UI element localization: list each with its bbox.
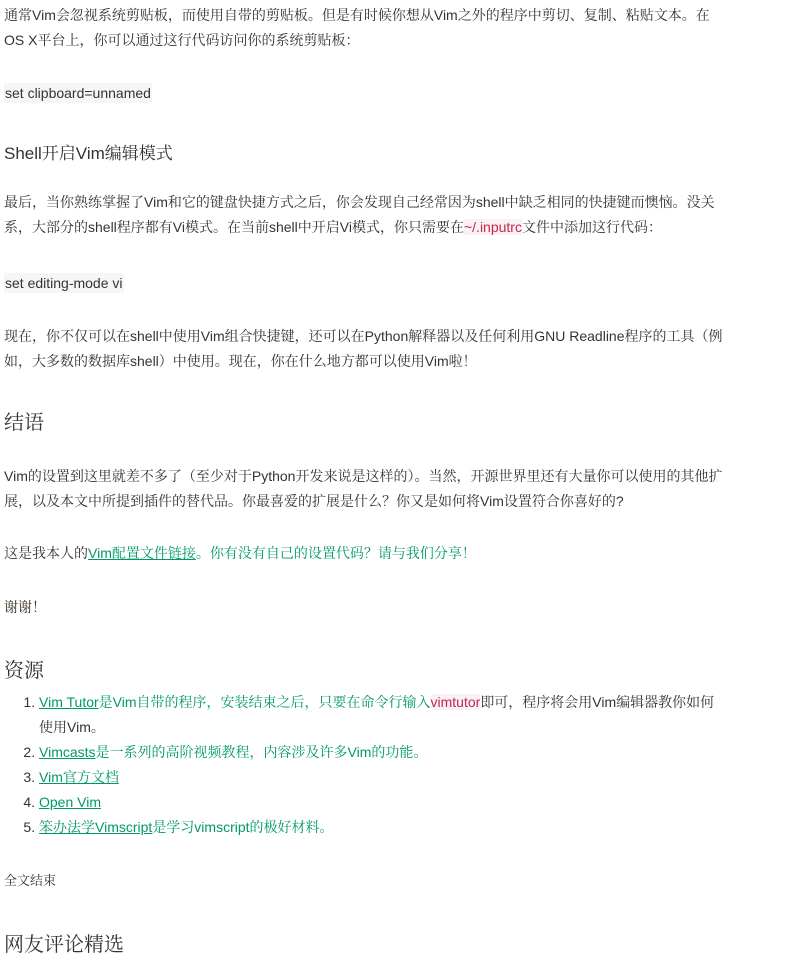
- paragraph-shell: [4, 190, 724, 240]
- list-item: [39, 790, 724, 815]
- heading-comments: 网友评论精选: [4, 934, 124, 956]
- code-block: [4, 271, 724, 296]
- code-clipboard: set clipboard=unnamed: [5, 85, 151, 101]
- paragraph-config: [4, 541, 724, 566]
- vim-tutor-link[interactable]: Vim Tutor: [39, 694, 99, 710]
- list-item: [39, 740, 724, 765]
- text: 是学习vimscript的极好材料。: [152, 819, 334, 835]
- vim-config-link[interactable]: Vim配置文件链接: [88, 545, 196, 561]
- inline-code-vimtutor: vimtutor: [430, 694, 481, 710]
- thanks-text: 谢谢！: [4, 599, 46, 615]
- code-block: [4, 81, 724, 106]
- vim-docs-link[interactable]: Vim官方文档: [39, 769, 119, 785]
- paragraph-conclusion: Vim的设置到这里就差不多了（至少对于Python开发来说是这样的）。当然，开源世界里还有大量你可以使用的其他扩展，以及本文中所提到插件的替代品。你最喜爱的扩展是什么？你又是如何将Vim设置符合你喜好的?: [4, 468, 723, 509]
- heading-conclusion: 结语: [4, 412, 44, 434]
- end-text: 全文结束: [4, 873, 57, 888]
- open-vim-link[interactable]: Open Vim: [39, 794, 101, 810]
- code-editing-mode: set editing-mode vi: [5, 275, 123, 291]
- vimcasts-link[interactable]: Vimcasts: [39, 744, 96, 760]
- list-item: [39, 765, 724, 790]
- inline-code-inputrc: ~/.inputrc: [463, 219, 522, 235]
- text: 最后，当你熟练掌握了Vim和它的键盘快捷方式之后，你会发现自己经常因为shell中缺乏相同的快捷键而懊恼。没关系，大部分的shell程序都有Vi模式。在当前shell中开启Vi模式，你只需要在: [4, 194, 715, 235]
- list-item: [39, 690, 724, 740]
- heading-shell: Shell开启Vim编辑模式: [4, 144, 173, 163]
- heading-resources: 资源: [4, 660, 44, 682]
- resource-list: [0, 690, 724, 840]
- text: 文件中添加这行代码：: [521, 219, 662, 235]
- paragraph-clipboard: 通常Vim会忽视系统剪贴板，而使用自带的剪贴板。但是有时候你想从Vim之外的程序中剪切、复制、粘贴文本。在OS X平台上，你可以通过这行代码访问你的系统剪贴板：: [4, 7, 710, 48]
- text: 是Vim自带的程序，安装结束之后，只要在命令行输入: [98, 694, 431, 710]
- paragraph-readline: 现在，你不仅可以在shell中使用Vim组合快捷键，还可以在Python解释器以及任何利用GNU Readline程序的工具（例如，大多数的数据库shell）中使用。现在，你在什么地方都可以使用Vim啦！: [4, 328, 723, 369]
- text: 即可，程序将会用Vim编辑器教你如何使用Vim。: [39, 694, 715, 735]
- text: 是一系列的高阶视频教程，内容涉及许多Vim的功能。: [95, 744, 428, 760]
- text: 。你有没有自己的设置代码？请与我们分享！: [195, 545, 476, 561]
- text: 这是我本人的: [4, 545, 88, 561]
- list-item: [39, 815, 724, 840]
- learn-vimscript-link[interactable]: 笨办法学Vimscript: [39, 819, 153, 835]
